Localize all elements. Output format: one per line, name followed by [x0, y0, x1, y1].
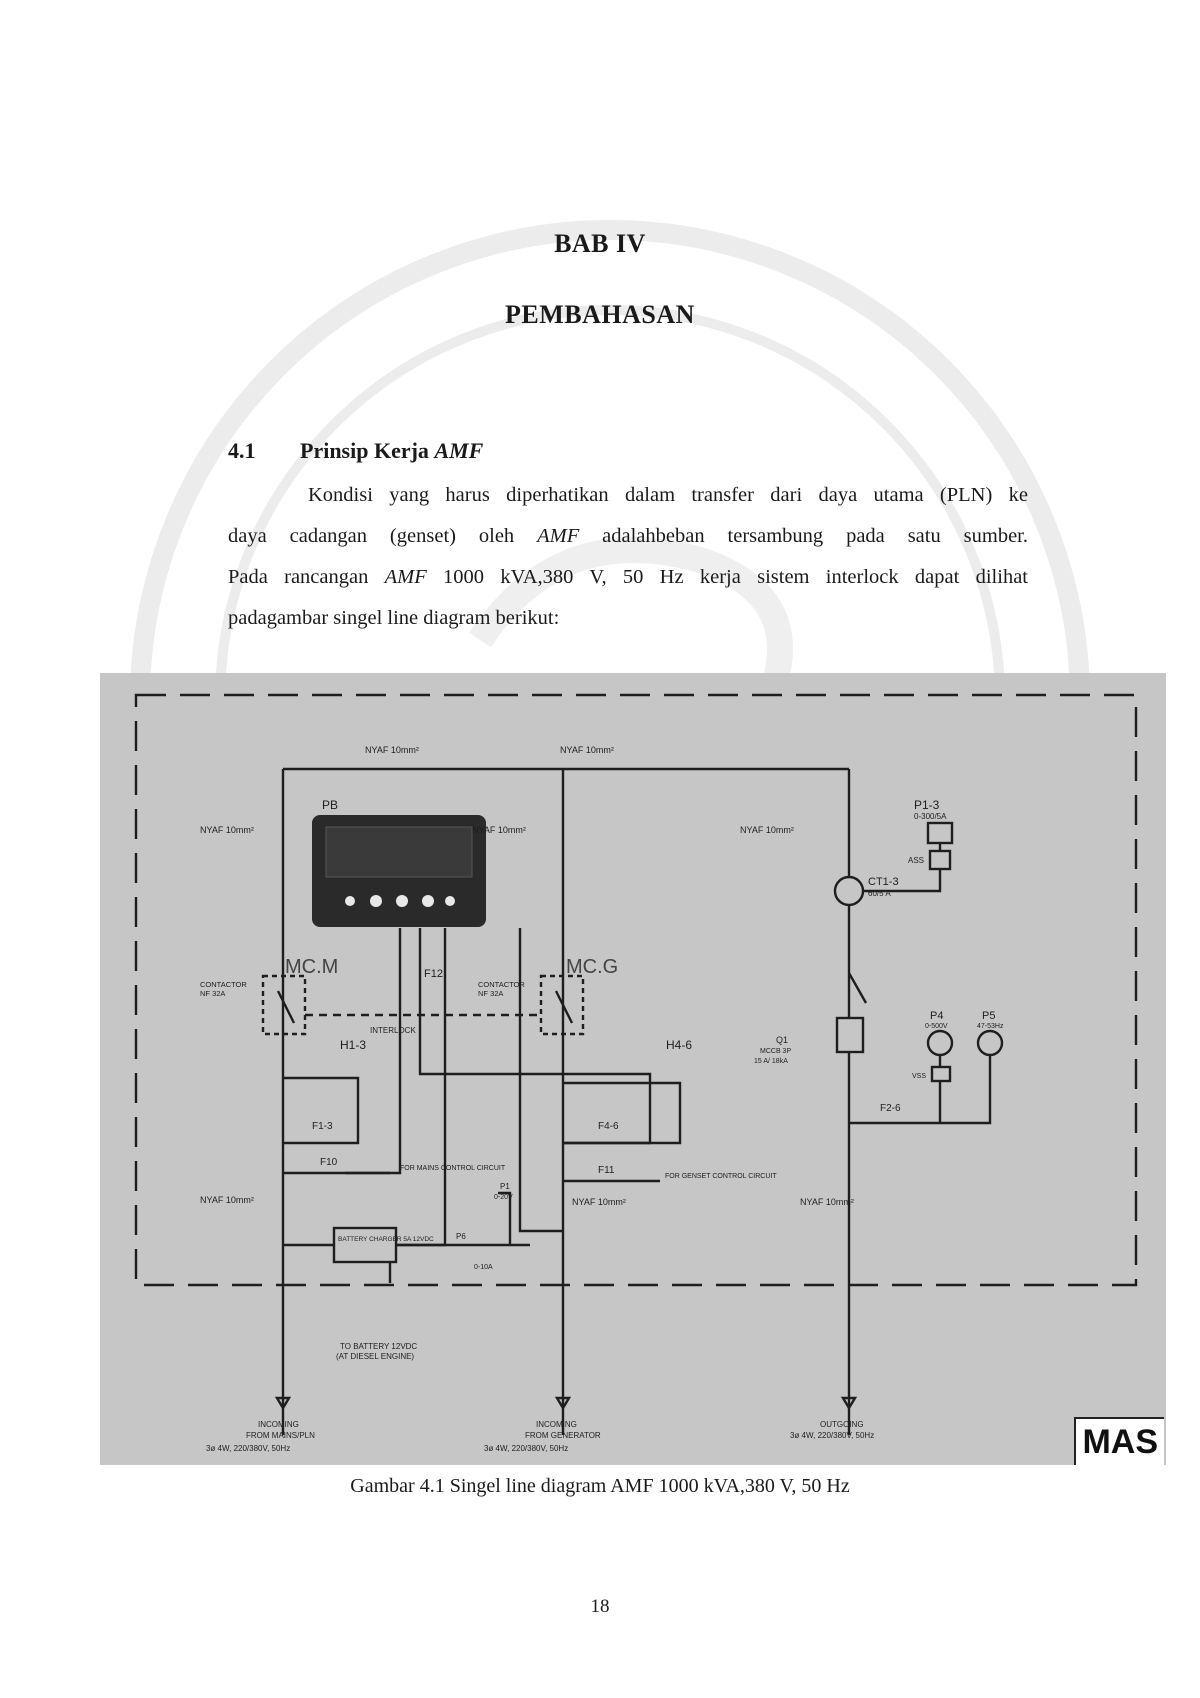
ct-circle [835, 877, 863, 905]
hz-meter-circle [978, 1031, 1002, 1055]
label-battery-charger: BATTERY CHARGER 5A 12VDC [338, 1236, 434, 1243]
label-in-gen-2: FROM GENERATOR [525, 1431, 601, 1440]
h13-wire [283, 1078, 358, 1143]
label-ct13: CT1-3 [868, 876, 899, 888]
label-cable-left-lower: NYAF 10mm² [200, 1195, 254, 1205]
label-cable-top-right: NYAF 10mm² [560, 745, 614, 755]
label-interlock: INTERLOCK [370, 1026, 416, 1035]
battery-charger-box [334, 1228, 396, 1262]
para-line-3-a: Pada rancangan [228, 566, 385, 588]
panel-border [136, 695, 1136, 1285]
label-contactor-m: CONTACTOR [200, 980, 247, 989]
diagram-svg [100, 673, 1166, 1465]
label-q1-rating: 15 A/ 18kA [754, 1058, 788, 1065]
label-f26: F2-6 [880, 1103, 901, 1114]
body-paragraph [228, 475, 1028, 639]
para-line-1: Kondisi yang harus diperhatikan dalam transfer dari daya utama (PLN) ke [308, 484, 1028, 506]
label-cable-mid-lower: NYAF 10mm² [572, 1197, 626, 1207]
section-title-italic: AMF [434, 438, 484, 463]
label-in-gen-3: 3ø 4W, 220/380V, 50Hz [484, 1444, 569, 1453]
label-f13: F1-3 [312, 1121, 333, 1132]
para-line-3 [228, 557, 1028, 598]
para-line-2-a: daya cadangan (genset) oleh [228, 525, 538, 547]
brand-logo: MAS [1074, 1417, 1164, 1465]
contactor-m-switch [278, 991, 294, 1023]
label-h46: H4-6 [666, 1038, 693, 1052]
label-in-mains-2: FROM MAINS/PLN [246, 1431, 315, 1440]
para-line-4: padagambar singel line diagram berikut: [228, 607, 560, 629]
vss-box [932, 1067, 950, 1081]
label-ass: ASS [908, 856, 925, 865]
section-title: Prinsip Kerja [300, 438, 435, 463]
label-f12: F12 [424, 968, 443, 980]
label-contactor-m-rating: NF 32A [200, 989, 226, 998]
label-genset-control: FOR GENSET CONTROL CIRCUIT [665, 1173, 777, 1180]
label-p5: P5 [982, 1010, 996, 1022]
chapter-number: BAB IV [554, 229, 646, 258]
label-cable-mid-upper: NYAF 10mm² [472, 825, 526, 835]
label-ct13-ratio: 60/5 A [868, 889, 891, 898]
label-cable-top-left: NYAF 10mm² [365, 745, 419, 755]
label-p6: P6 [456, 1232, 466, 1241]
para-line-3-italic: AMF [384, 566, 427, 588]
label-mcg: MC.G [566, 956, 619, 978]
label-cable-left-upper: NYAF 10mm² [200, 825, 254, 835]
meter-wires [849, 1053, 990, 1123]
section-heading [228, 438, 483, 464]
label-contactor-g-rating: NF 32A [478, 989, 504, 998]
label-out-2: 3ø 4W, 220/380V, 50Hz [790, 1431, 875, 1440]
label-f11: F11 [598, 1165, 615, 1176]
label-vss: VSS [912, 1073, 927, 1080]
label-in-mains-3: 3ø 4W, 220/380V, 50Hz [206, 1444, 291, 1453]
para-line-2-c: adalahbeban tersambung pada satu sumber. [579, 525, 1028, 547]
para-line-2 [228, 516, 1028, 557]
section-number: 4.1 [228, 438, 256, 463]
label-p13: P1-3 [914, 798, 940, 812]
label-f46: F4-6 [598, 1121, 619, 1132]
label-to-battery-2: (AT DIESEL ENGINE) [336, 1352, 415, 1361]
single-line-diagram [100, 673, 1166, 1465]
label-p5-range: 47-53Hz [977, 1023, 1004, 1030]
label-mains-control: FOR MAINS CONTROL CIRCUIT [400, 1165, 506, 1172]
label-pb: PB [322, 798, 339, 812]
label-mcm: MC.M [285, 956, 339, 978]
h46-wire [563, 1083, 680, 1143]
label-h13: H1-3 [340, 1038, 367, 1052]
label-p1-range: 0-20V [494, 1194, 513, 1201]
label-contactor-g: CONTACTOR [478, 980, 525, 989]
label-out: OUTGOING [820, 1420, 864, 1429]
label-to-battery: TO BATTERY 12VDC [340, 1342, 418, 1351]
ass-box [930, 851, 950, 869]
label-f10: F10 [320, 1157, 338, 1168]
label-p4: P4 [930, 1010, 944, 1022]
label-p1: P1 [500, 1182, 510, 1191]
label-p4-range: 0-500V [925, 1023, 948, 1030]
page-number: 18 [590, 1596, 610, 1617]
label-cable-right-lower: NYAF 10mm² [800, 1197, 854, 1207]
pb-wire-3 [390, 928, 445, 1283]
mccb-box [837, 1018, 863, 1052]
label-in-mains: INCOMING [258, 1420, 299, 1429]
label-p6-range: 0-10A [474, 1264, 493, 1271]
pb-display [326, 827, 472, 877]
label-q1: Q1 [776, 1035, 789, 1045]
para-line-2-italic: AMF [537, 525, 580, 547]
pb-wire-4 [520, 928, 563, 1231]
voltmeter-circle [928, 1031, 952, 1055]
chapter-title: PEMBAHASAN [505, 300, 695, 329]
label-p13-range: 0-300/5A [914, 812, 947, 821]
label-in-gen: INCOMING [536, 1420, 577, 1429]
label-q1-spec: MCCB 3P [760, 1048, 792, 1055]
label-cable-right-upper: NYAF 10mm² [740, 825, 794, 835]
figure-caption: Gambar 4.1 Singel line diagram AMF 1000 kVA,380 V, 50 Hz [350, 1475, 850, 1497]
ammeter-box [928, 823, 952, 843]
para-line-3-c: 1000 kVA,380 V, 50 Hz kerja sistem interlock dapat dilihat [426, 566, 1028, 588]
mccb-switch [849, 973, 866, 1003]
